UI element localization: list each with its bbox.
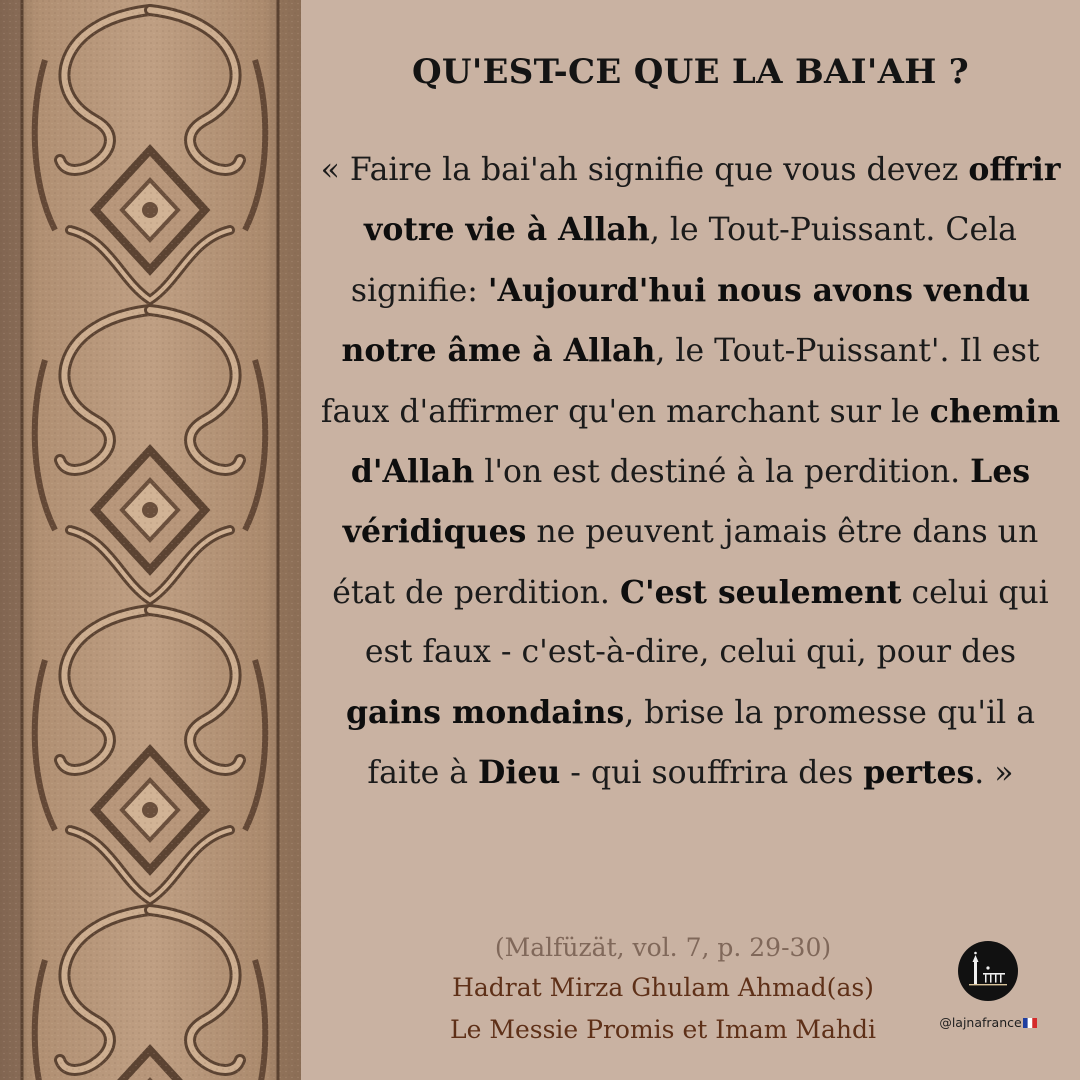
quote-segment: « Faire la bai'ah signifie que vous devez	[320, 152, 969, 188]
quote-text	[313, 140, 1068, 803]
quote-emphasis: Les véridiques	[342, 453, 1031, 551]
carved-stone-panel	[0, 0, 301, 1080]
quote-emphasis: pertes	[863, 754, 975, 792]
social-handle[interactable]	[908, 1015, 1068, 1031]
quote-segment: ne peuvent jamais être dans un état de perdition.	[332, 514, 1039, 611]
french-flag-icon	[1023, 1016, 1037, 1031]
quote-segment: celui qui est faux - c'est-à-dire, celui qui, pour des	[364, 574, 1049, 671]
quote-emphasis: gains mondains	[345, 693, 625, 731]
quote-segment: - qui souffrira des	[560, 755, 864, 792]
quote-segment: . »	[974, 755, 1014, 792]
quote-emphasis: C'est seulement	[619, 573, 902, 611]
quote-emphasis: chemin d'Allah	[350, 392, 1061, 491]
quote-segment: , le Tout-Puissant'. Il est faux d'affirmer qu'en marchant sur le	[320, 333, 1040, 430]
page-title: QU'EST-CE QUE LA BAI'AH ?	[411, 52, 970, 92]
quote-emphasis: offrir votre vie à Allah	[364, 151, 1061, 249]
text-panel	[301, 0, 1080, 1080]
quote-segment: , le Tout-Puissant. Cela signifie:	[350, 212, 1017, 309]
author-name: Hadrat Mirza Ghulam Ahmad(as)	[452, 973, 874, 1002]
carved-stone-ornament-image	[0, 0, 301, 1080]
author-title: Le Messie Promis et Imam Mahdi	[450, 1015, 876, 1044]
quote-segment: l'on est destiné à la perdition.	[474, 454, 971, 491]
quote-emphasis: Dieu	[478, 754, 561, 792]
source-citation: (Malfüzät, vol. 7, p. 29-30)	[494, 933, 832, 962]
quote-segment: , brise la promesse qu'il a faite à	[367, 694, 1036, 792]
quote-emphasis: 'Aujourd'hui nous avons vendu notre âme à Allah	[341, 271, 1031, 370]
minaret-logo-icon	[957, 940, 1019, 1002]
handle-text: @lajnafrance	[939, 1015, 1022, 1030]
